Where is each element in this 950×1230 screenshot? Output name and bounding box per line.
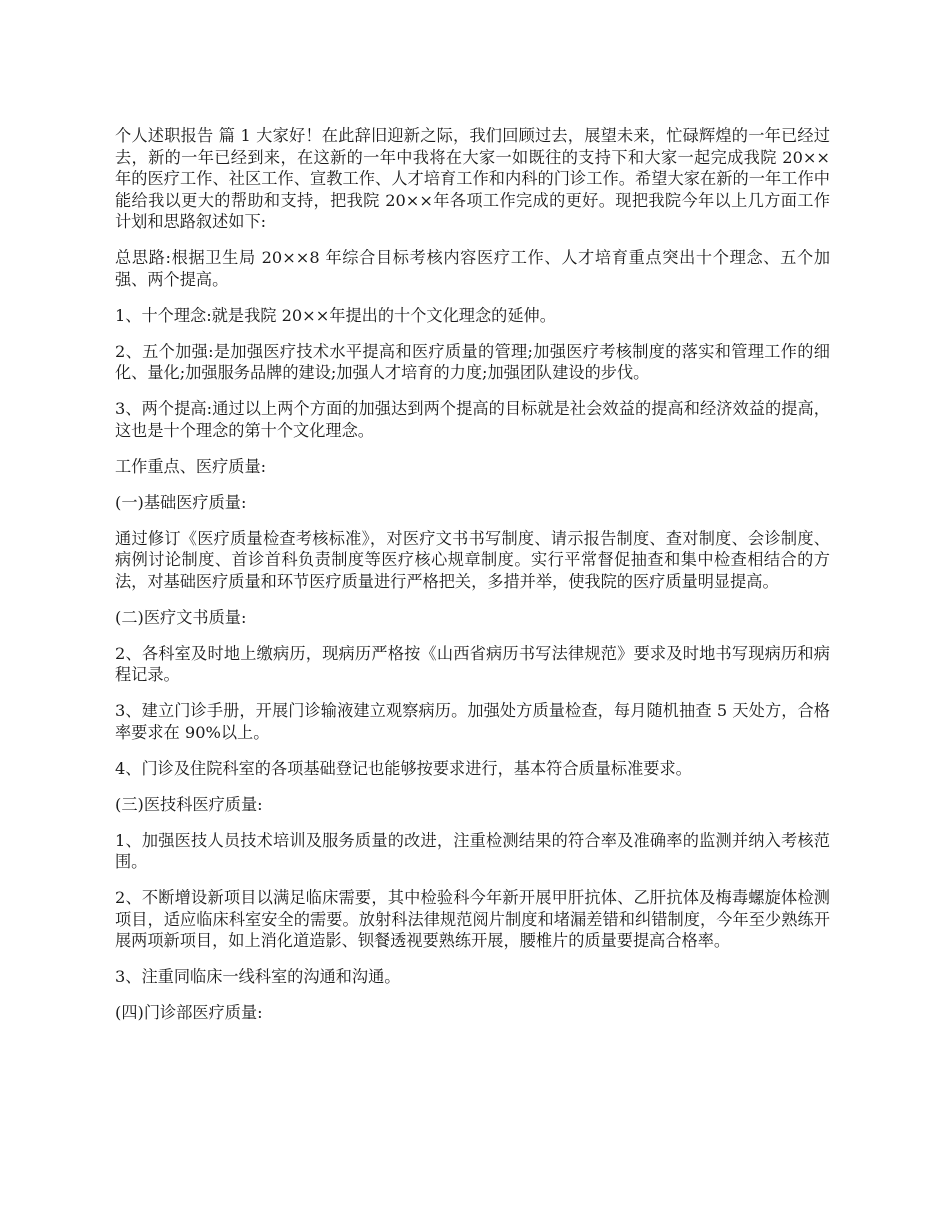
subsection-heading-documents-quality: (二)医疗文书质量: — [115, 607, 247, 627]
documents-item-3: 3、建立门诊手册，开展门诊输液建立观察病历。加强处方质量检查，每月随机抽查 5 天处方，合格率要求在 90%以上。 — [115, 701, 830, 742]
intro-paragraph: 个人述职报告 篇 1 大家好！在此辞旧迎新之际，我们回顾过去，展望未来，忙碌辉煌的一年已经过去，新的一年已经到来，在这新的一年中我将在大家一如既往的支持下和大家一起完成我院 20××年的医疗工作、社区工作、宣教工作、人才培育工作和内科的门诊工作。希望大家在新的一年工作中能给我以更大的帮助和支持，把我院 20××年各项工作完成的更好。现把我院今年以上几方面工作计划和思路叙述如下: — [115, 126, 830, 231]
document-body — [115, 125, 830, 1038]
medtech-item-2: 2、不断增设新项目以满足临床需要，其中检验科今年新开展甲肝抗体、乙肝抗体及梅毒螺旋体检测项目，适应临床科室安全的需要。放射科法律规范阅片制度和堵漏差错和纠错制度，今年至少熟练开展两项新项目，如上消化道造影、钡餐透视要熟练开展，腰椎片的质量要提高合格率。 — [115, 888, 830, 950]
medtech-item-3: 3、注重同临床一线科室的沟通和沟通。 — [115, 967, 401, 986]
medtech-item-1: 1、加强医技人员技术培训及服务质量的改进，注重检测结果的符合率及准确率的监测并纳入考核范围。 — [115, 830, 830, 871]
ten-concepts-paragraph: 1、十个理念:就是我院 20××年提出的十个文化理念的延伸。 — [115, 305, 556, 325]
five-strengthenings-paragraph: 2、五个加强:是加强医疗技术水平提高和医疗质量的管理;加强医疗考核制度的落实和管理工作的细化、量化;加强服务品牌的建设;加强人才培育的力度;加强团队建设的步伐。 — [115, 341, 830, 382]
overall-approach-paragraph: 总思路:根据卫生局 20××8 年综合目标考核内容医疗工作、人才培育重点突出十个理念、五个加强、两个提高。 — [115, 248, 830, 289]
subsection-heading-basic-quality: (一)基础医疗质量: — [115, 492, 247, 512]
section-heading-work-focus: 工作重点、医疗质量: — [115, 456, 267, 476]
documents-item-4: 4、门诊及住院科室的各项基础登记也能够按要求进行，基本符合质量标准要求。 — [115, 758, 692, 778]
subsection-heading-outpatient-quality: (四)门诊部医疗质量: — [115, 1003, 263, 1022]
subsection-heading-medtech-quality: (三)医技科医疗质量: — [115, 794, 263, 814]
two-improvements-paragraph: 3、两个提高:通过以上两个方面的加强达到两个提高的目标就是社会效益的提高和经济效益的提高，这也是十个理念的第十个文化理念。 — [115, 399, 830, 440]
documents-item-2: 2、各科室及时地上缴病历，现病历严格按《山西省病历书写法律规范》要求及时地书写现病历和病程记录。 — [115, 643, 830, 684]
basic-quality-paragraph: 通过修订《医疗质量检查考核标准》，对医疗文书书写制度、请示报告制度、查对制度、会诊制度、病例讨论制度、首诊首科负责制度等医疗核心规章制度。实行平常督促抽查和集中检查相结合的方法，对基础医疗质量和环节医疗质量进行严格把关，多措并举，使我院的医疗质量明显提高。 — [115, 528, 830, 591]
